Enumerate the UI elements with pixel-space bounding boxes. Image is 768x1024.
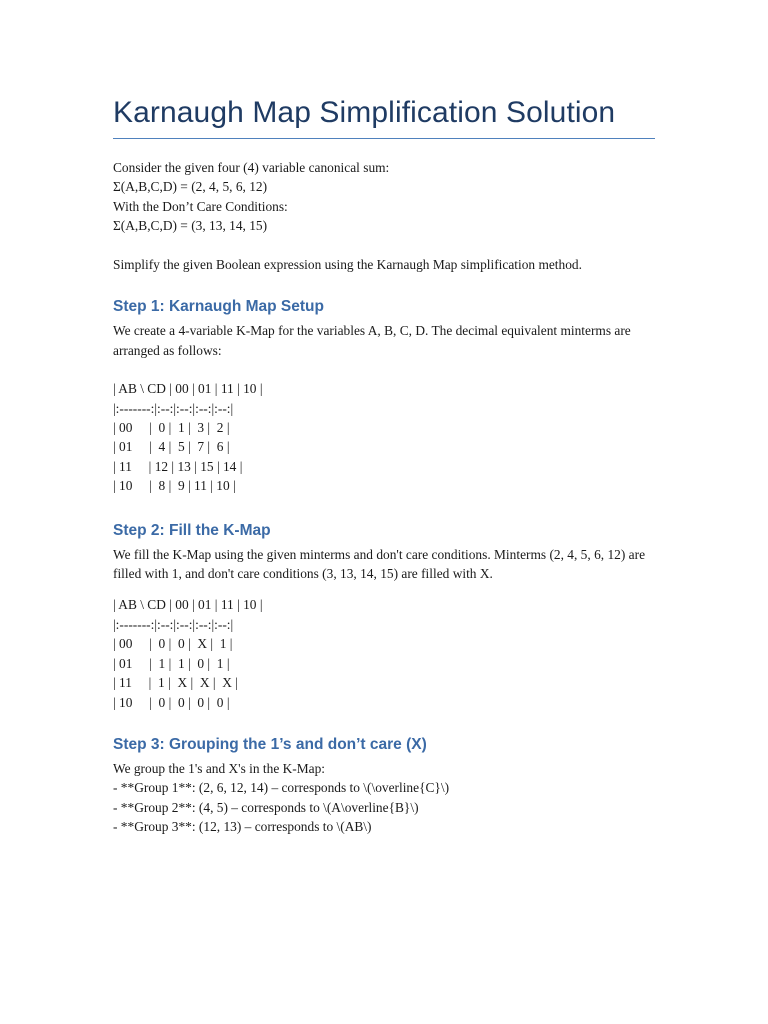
dont-care-sum: Σ(A,B,C,D) = (3, 13, 14, 15)	[113, 218, 268, 234]
table-row: | 11 | 1 | X | X | X |	[113, 675, 238, 691]
step2-kmap-table	[113, 595, 655, 711]
document-title: Karnaugh Map Simplification Solution	[113, 96, 655, 139]
step2-text: We fill the K-Map using the given minterms and don't care conditions. Minterms (2, 4, 5, 6, 12) are filled with 1, and don't care conditions (3, 13, 14, 15) are filled with X.	[113, 546, 646, 582]
step3-group-list	[113, 759, 655, 837]
list-item: - **Group 2**: (4, 5) – corresponds to \(A\overline{B}\)	[113, 799, 419, 815]
canonical-sum: Σ(A,B,C,D) = (2, 4, 5, 6, 12)	[113, 179, 268, 195]
instruction-text: Simplify the given Boolean expression using the Karnaugh Map simplification method.	[113, 257, 582, 273]
list-item: - **Group 1**: (2, 6, 12, 14) – corresponds to \(\overline{C}\)	[113, 780, 450, 796]
table-row: | AB \ CD | 00 | 01 | 11 | 10 |	[113, 381, 263, 397]
step1-kmap-table	[113, 379, 655, 495]
table-row: | 00 | 0 | 1 | 3 | 2 |	[113, 420, 230, 436]
table-row: | 01 | 4 | 5 | 7 | 6 |	[113, 439, 230, 455]
table-row: |:-------:|:--:|:--:|:--:|:--:|	[113, 616, 234, 632]
step2-heading: Step 2: Fill the K-Map	[113, 521, 271, 539]
table-row: | 10 | 8 | 9 | 11 | 10 |	[113, 478, 236, 494]
table-row: | 10 | 0 | 0 | 0 | 0 |	[113, 694, 230, 710]
table-row: | 01 | 1 | 1 | 0 | 1 |	[113, 655, 230, 671]
table-row: | 11 | 12 | 13 | 15 | 14 |	[113, 458, 243, 474]
step3-intro: We group the 1's and X's in the K-Map:	[113, 760, 326, 776]
table-row: |:-------:|:--:|:--:|:--:|:--:|	[113, 400, 234, 416]
list-item: - **Group 3**: (12, 13) – corresponds to \(AB\)	[113, 819, 372, 835]
step1-text: We create a 4-variable K-Map for the variables A, B, C, D. The decimal equivalent minterms are arranged as follows:	[113, 323, 631, 358]
intro-section	[113, 158, 655, 274]
table-row: | 00 | 0 | 0 | X | 1 |	[113, 636, 233, 652]
table-row: | AB \ CD | 00 | 01 | 11 | 10 |	[113, 597, 263, 613]
step3-heading: Step 3: Grouping the 1’s and don’t care (X)	[113, 735, 427, 753]
step1-heading: Step 1: Karnaugh Map Setup	[113, 298, 324, 316]
intro-line-1: Consider the given four (4) variable canonical sum:	[113, 160, 390, 175]
document-page	[113, 96, 655, 837]
intro-line-3: With the Don’t Care Conditions:	[113, 198, 288, 214]
